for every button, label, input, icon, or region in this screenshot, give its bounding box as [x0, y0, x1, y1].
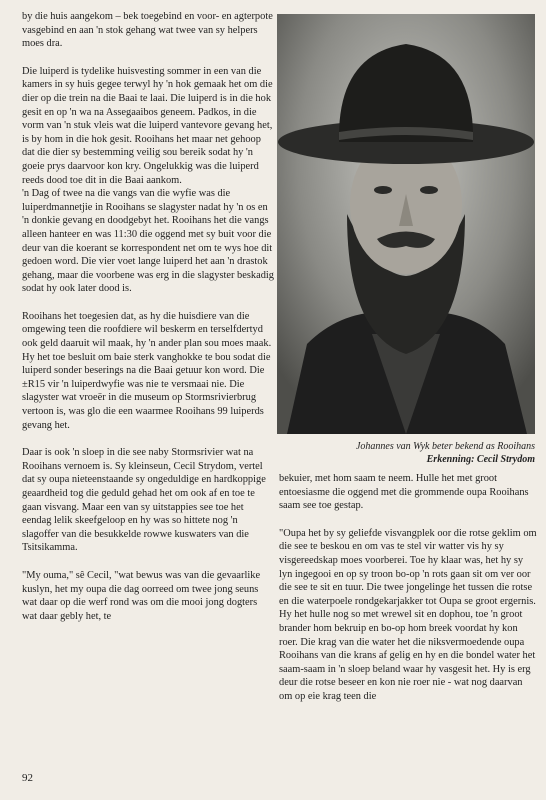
- left-column: [22, 10, 274, 623]
- portrait-photo: [277, 14, 535, 434]
- photo-caption: Johannes van Wyk beter bekend as Rooihans: [355, 441, 535, 452]
- right-column: [279, 472, 537, 704]
- paragraph-4: Daar is ook 'n sloep in die see naby Stormsrivier wat na Rooihans vernoem is. Sy kleinseun, Cecil Strydom, vertel dat sy oupa nieteenstaande sy ongeduldige en hardkoppige geaardheid tog die geduld gehad het om ook af en toe te gaan visvang. Maar een van sy uitstappies see toe het eendag lelik skeefgeloop en hy was so hittete nog 'n slagoffer van die besukkelde rowwe kuswaters van die Tsitsikamma.: [22, 447, 266, 554]
- right-paragraph-2: "Oupa het by sy geliefde visvangplek oor die rotse geklim om die see te beskou en om vas te stel vir watter vis hy sy visgereedskap moes voorberei. Toe hy klaar was, het hy sy lyn ingegooi en op sy troon bo-op 'n rots gaan sit om ver oor die see te sit en tuur. Die twee jongelinge het tussen die rotse en die waterpoele rondgekarjakker tot Oupa se groot ergernis. Hy het hulle nog so met wrewel sit en dophou, toe 'n groot brander hom bekruip en bo-op hom breek voordat hy kon roer. Die krag van die water het die niksvermoedende oupa Rooihans van die krans af gelig en hy en die bondel water het saam-saam in 'n sloep beland waar hy vasgesit het. Hy is erg deur die rotse beseer en kon nie roer nie - wat nog daarvan om op eie krag teen die: [279, 527, 537, 702]
- right-paragraph-1: bekuier, met hom saam te neem. Hulle het met groot entoesiasme die oggend met die grommende oupa Rooihans saam see toe gestap.: [279, 473, 529, 512]
- paragraph-3: Rooihans het toegesien dat, as hy die huisdiere van die omgewing teen die roofdiere wil beskerm en terselfdertyd ook geld daaruit wil maak, hy 'n ander plan sou moes maak. Hy het toe besluit om baie sterk vanghokke te bou sodat die luiperd sonder beserings na die Baai getuur kon word. Die ±R15 vir 'n luiperdwyfie was nie te versmaai nie. Die slagyster wat vroeër in die museum op Stormsrivierbrug vertoon is, was glo die een waarmee Rooihans 99 luiperds gevang het.: [22, 310, 272, 431]
- paragraph-5: "My ouma," sê Cecil, "wat bewus was van die gevaarlike kuslyn, het my oupa die dag oorreed om twee jong seuns wat daar op die werf rond was om die mooi jong dogters wat daar gebly het, te: [22, 569, 261, 622]
- page-number: 92: [22, 772, 33, 784]
- photo-credit: Erkenning: Cecil Strydom: [426, 454, 535, 465]
- portrait-illustration: [277, 14, 535, 434]
- paragraph-1: by die huis aangekom – bek toegebind en voor- en agterpote vasgebind en aan 'n stok gehang wat twee van sy helpers moes dra.: [22, 11, 273, 50]
- paragraph-2: Die luiperd is tydelike huisvesting sommer in een van die kamers in sy huis gegee terwyl hy 'n hok gemaak het om die dier op die trein na die Baai te laai. Die luiperd is in die hok gesit en op 'n wa na Assegaaibos geneem. Padkos, in die vorm van 'n stuk vleis wat die luiperd vantevore gevang het, is by hom in die hok gesit. Rooihans het maar net gehoop dat die dier sy bestemming veilig sou bereik sodat hy 'n goeie prys daarvoor kon kry. Ongelukkig was die luiperd reeds dood toe dit in die Baai aankom. 'n Dag of twee na die vangs van die wyfie was die luiperdmannetjie in Rooihans se slagyster nadat hy 'n os en 'n donkie gevang en doodgebyt het. Rooihans het die vangs alleen hanteer en was 11:30 die oggend met sy buit voor die deur van die koerant se korrespondent net om te wys hoe dit gedoen word. Die vier voet lange luiperd het aan 'n drastok gehang, maar die voorbene was erg in die slagyster beskadig sodat hy ook later dood is.: [22, 65, 274, 295]
